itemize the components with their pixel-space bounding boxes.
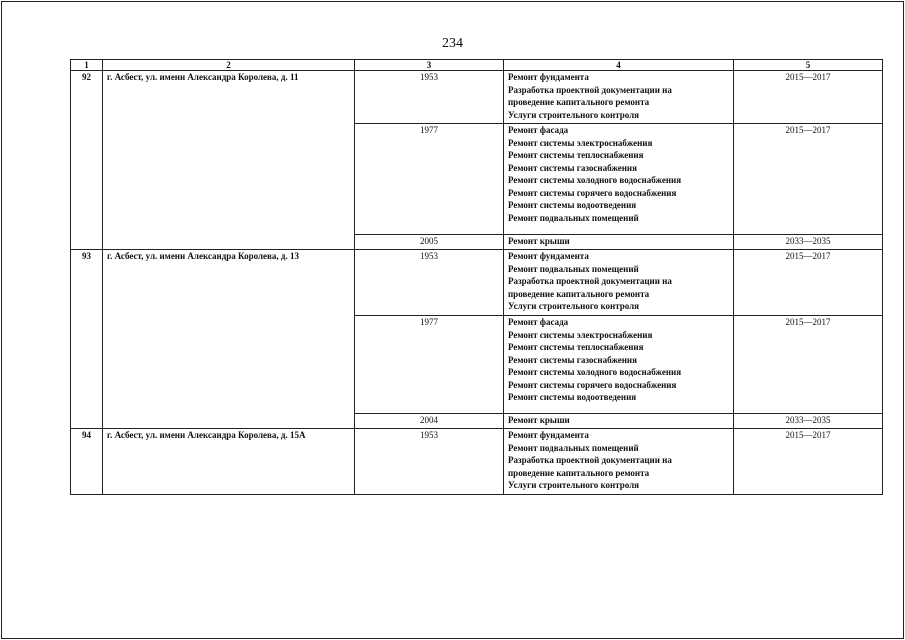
column-header: 2 <box>103 60 355 71</box>
period-cell: 2033—2035 <box>734 414 883 429</box>
work-item: Ремонт системы теплоснабжения <box>508 150 644 160</box>
period-cell: 2015—2017 <box>734 71 883 124</box>
works-cell <box>504 124 734 235</box>
table-row <box>71 250 883 316</box>
work-item: Услуги строительного контроля <box>508 109 640 120</box>
work-item: Разработка проектной документации на <box>508 84 672 95</box>
works-cell <box>504 414 734 429</box>
work-item: проведение капитального ремонта <box>508 288 650 299</box>
table-body <box>71 71 883 495</box>
work-item: Ремонт системы газоснабжения <box>508 354 637 365</box>
year-cell: 2004 <box>355 414 504 429</box>
work-item: Ремонт системы горячего водоснабжения <box>508 187 677 198</box>
column-header: 5 <box>734 60 883 71</box>
row-number: 94 <box>71 429 103 495</box>
work-item: Услуги строительного контроля <box>508 301 640 311</box>
table-row <box>71 429 883 495</box>
work-item: Ремонт системы газоснабжения <box>508 162 637 173</box>
year-cell: 1953 <box>355 71 504 124</box>
year-cell: 1953 <box>355 429 504 495</box>
work-item: Ремонт крыши <box>508 236 570 246</box>
period-cell: 2015—2017 <box>734 124 883 235</box>
work-item: Ремонт подвальных помещений <box>508 263 639 274</box>
row-number: 93 <box>71 250 103 429</box>
column-header: 4 <box>504 60 734 71</box>
work-item: Ремонт подвальных помещений <box>508 212 639 223</box>
column-header: 1 <box>71 60 103 71</box>
year-cell: 1977 <box>355 124 504 235</box>
table-row <box>71 71 883 124</box>
work-item: Разработка проектной документации на <box>508 276 672 286</box>
column-header: 3 <box>355 60 504 71</box>
work-item: Ремонт фасада <box>508 317 569 327</box>
page-number: 234 <box>442 36 463 51</box>
period-cell: 2015—2017 <box>734 250 883 316</box>
works-cell <box>504 71 734 124</box>
period-cell: 2015—2017 <box>734 316 883 414</box>
works-cell <box>504 235 734 250</box>
works-cell <box>504 429 734 495</box>
work-item: проведение капитального ремонта <box>508 467 650 478</box>
work-item: Ремонт фасада <box>508 125 569 135</box>
work-item: Ремонт системы водоотведения <box>508 392 637 402</box>
repair-schedule-table <box>70 59 883 495</box>
work-item: Ремонт системы водоотведения <box>508 200 637 210</box>
year-cell: 2005 <box>355 235 504 250</box>
work-item: Ремонт системы электроснабжения <box>508 329 653 340</box>
work-item: Ремонт системы горячего водоснабжения <box>508 379 677 390</box>
work-item: Разработка проектной документации на <box>508 455 672 465</box>
work-item: Ремонт крыши <box>508 415 570 425</box>
work-item: Ремонт фундамента <box>508 430 589 440</box>
row-number: 92 <box>71 71 103 250</box>
work-item: проведение капитального ремонта <box>508 97 650 107</box>
period-cell: 2033—2035 <box>734 235 883 250</box>
works-cell <box>504 250 734 316</box>
work-item: Ремонт системы теплоснабжения <box>508 342 644 352</box>
work-item: Ремонт подвальных помещений <box>508 442 639 453</box>
work-item: Ремонт системы холодного водоснабжения <box>508 175 682 185</box>
address-cell: г. Асбест, ул. имени Александра Королева, д. 13 <box>103 250 355 429</box>
address-cell: г. Асбест, ул. имени Александра Королева, д. 11 <box>103 71 355 250</box>
year-cell: 1953 <box>355 250 504 316</box>
address-cell: г. Асбест, ул. имени Александра Королева, д. 15А <box>103 429 355 495</box>
work-item: Услуги строительного контроля <box>508 480 640 490</box>
header-row <box>71 60 883 71</box>
work-item: Ремонт фундамента <box>508 72 589 82</box>
work-item: Ремонт системы холодного водоснабжения <box>508 367 682 377</box>
year-cell: 1977 <box>355 316 504 414</box>
works-cell <box>504 316 734 414</box>
period-cell: 2015—2017 <box>734 429 883 495</box>
work-item: Ремонт фундамента <box>508 251 589 261</box>
work-item: Ремонт системы электроснабжения <box>508 137 653 148</box>
